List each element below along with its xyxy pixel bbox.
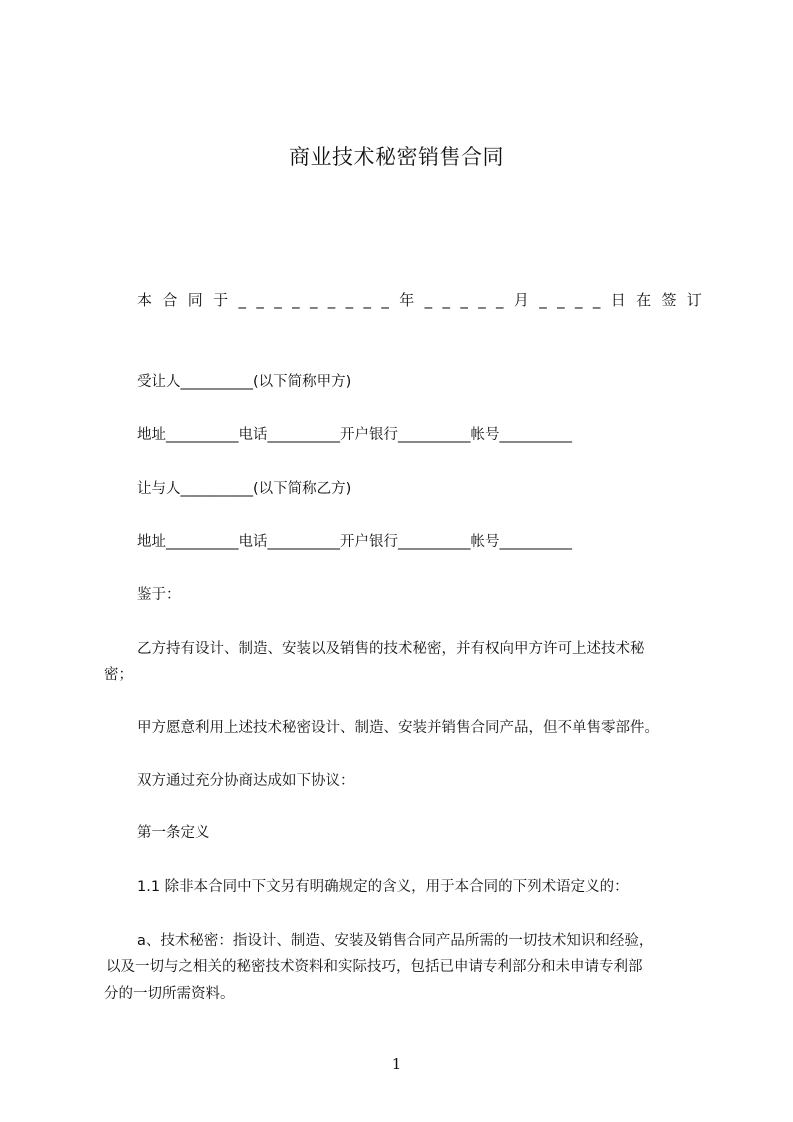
signing-line-char: _ (327, 291, 336, 309)
signing-line-char: _ (345, 291, 354, 309)
transferee-line: 受让人__________(以下简称甲方) (137, 374, 352, 390)
clause-a-line-3: 分的一切所需资料。 (104, 986, 235, 1002)
signing-line-char: _ (539, 291, 547, 309)
signing-line-char: 于 (213, 291, 229, 309)
signing-line-char: _ (424, 291, 433, 309)
signing-line-char: _ (363, 291, 372, 309)
agreement-intro: 双方通过充分协商达成如下协议： (137, 773, 355, 789)
whereas-heading: 鉴于： (137, 587, 181, 603)
transferor-line: 让与人__________(以下简称乙方) (137, 481, 352, 497)
signing-line-char: 日 (610, 291, 626, 309)
transferor-contact-line: 地址__________电话__________开户银行__________帐号__________ (137, 534, 572, 550)
signing-line-char: _ (256, 291, 264, 309)
signing-line-char: _ (274, 291, 282, 309)
transferee-contact-line: 地址__________电话__________开户银行__________帐号__________ (137, 427, 572, 443)
signing-line-char: _ (557, 291, 565, 309)
recital-1-line-2: 密； (104, 667, 133, 683)
clause-1-1: 1.1 除非本合同中下文另有明确规定的含义，用于本合同的下列术语定义的： (137, 879, 629, 895)
signing-line-char: 月 (513, 291, 529, 309)
clause-a-line-1: a、技术秘密：指设计、制造、安装及销售合同产品所需的一切技术知识和经验， (137, 933, 654, 949)
signing-line-char: _ (496, 291, 504, 309)
signing-line-char: 签 (661, 291, 677, 309)
article-1-heading: 第一条定义 (137, 825, 210, 841)
page-number: 1 (391, 1055, 402, 1073)
signing-line-char: 年 (399, 291, 415, 309)
signing-line-char: 本 (137, 291, 153, 309)
recital-1-line-1: 乙方持有设计、制造、安装以及销售的技术秘密，并有权向甲方许可上述技术秘 (137, 641, 645, 657)
signing-line-char: _ (460, 291, 468, 309)
signing-line-char: _ (292, 291, 300, 309)
signing-line-char: _ (592, 291, 601, 309)
signing-line-char: _ (238, 291, 246, 309)
signing-line-char: _ (478, 291, 486, 309)
signing-date-line (137, 290, 702, 310)
clause-a-line-2: 以及一切与之相关的秘密技术资料和实际技巧，包括已申请专利部分和未申请专利部 (106, 959, 643, 975)
signing-line-char: 同 (187, 291, 203, 309)
signing-line-char: 在 (636, 291, 652, 309)
signing-line-char: _ (442, 291, 450, 309)
signing-line-char: 订 (686, 291, 702, 309)
signing-line-char: _ (381, 291, 389, 309)
recital-2: 甲方愿意利用上述技术秘密设计、制造、安装并销售合同产品，但不单售零部件。 (137, 720, 659, 736)
signing-line-char: _ (309, 291, 318, 309)
document-title: 商业技术秘密销售合同 (289, 145, 504, 169)
signing-line-char: _ (575, 291, 583, 309)
signing-line-char: 合 (162, 291, 178, 309)
